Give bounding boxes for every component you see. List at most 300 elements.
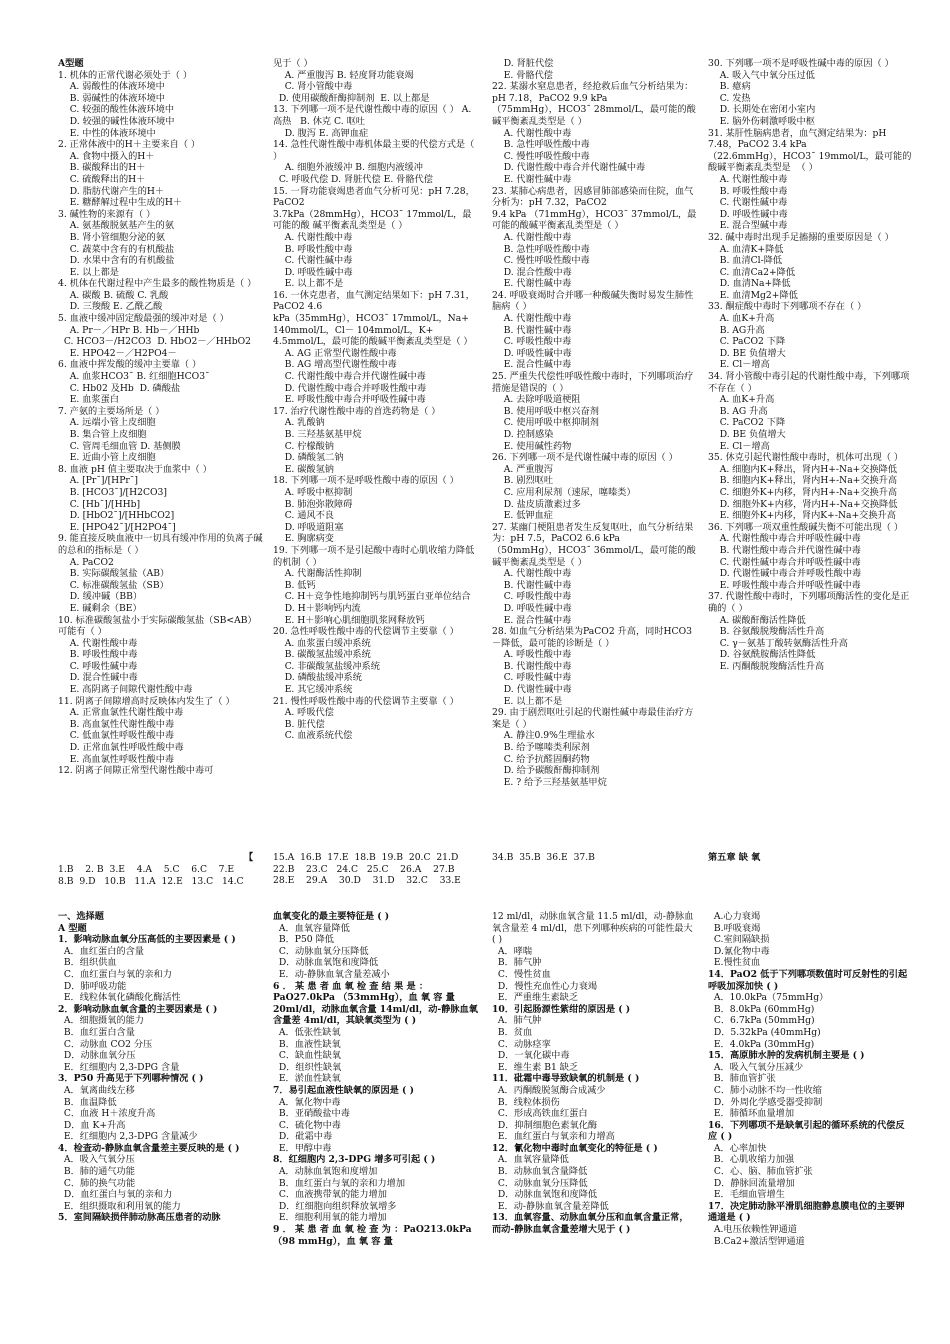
answer-option: E．血红蛋白与氧亲和力增高 xyxy=(492,1131,615,1143)
text-line: kPa（35mmHg），HCO3ˉ 17mmol/L，Na+ 140mmol/L，Cl－ 104mmol/L，K+ xyxy=(273,313,472,336)
text-line: B. 癔病 xyxy=(708,81,751,93)
text-line: 3. 碱性物的来源有（ ） xyxy=(58,208,156,220)
text-line: B. 剧烈呕吐 xyxy=(492,475,554,487)
text-line: A. 去除呼吸道梗阻 xyxy=(492,394,581,406)
answer-option: A．细胞摄氧的能力 xyxy=(58,1015,144,1027)
text-line: （22.6mmHg），HCO3ˉ 19mmol/L，最可能的酸碱平衡紊乱类型是 （ ） xyxy=(708,150,912,174)
answer-option: B．线粒体损伤 xyxy=(492,1096,560,1108)
answer-bracket: 【 xyxy=(244,852,254,863)
text-line: 2. 正常体液中的H＋主要来自（ ） xyxy=(58,139,201,151)
section1-column-1 xyxy=(58,58,263,777)
text-line: 35. 休克引起代谢性酸中毒时，机体可出现（ ） xyxy=(708,452,904,464)
answer-option: D．组织性缺氧 xyxy=(273,1061,342,1073)
text-line: 14. 急性代谢性酸中毒机体最主要的代偿方式是（ ） xyxy=(273,139,478,162)
text-line: A. 严重腹泻 xyxy=(492,463,553,475)
text-line: D. 呼吸性碱中毒 xyxy=(492,602,572,614)
section1-column-3 xyxy=(492,58,697,788)
text-line: B. 急性呼吸性酸中毒 xyxy=(492,139,590,151)
text-line: D. 控制感染 xyxy=(492,429,554,440)
answer-option: C．血液 H＋浓度升高 xyxy=(58,1108,156,1120)
question-stem: 16．下列哪项不是缺氧引起的循环系统的代偿反应 ( ) xyxy=(708,1119,905,1143)
text-line: D. 代谢性酸中毒合并呼吸性酸中毒 xyxy=(273,382,427,394)
answer-option: A．动脉血氧饱和度增加 xyxy=(273,1166,378,1178)
text-line: B. AG 升高 xyxy=(708,405,768,417)
answer-option: B．组织供血 xyxy=(58,957,117,969)
text-line: A. 血浆蛋白缓冲系统 xyxy=(273,637,371,649)
text-line: B. 使用呼吸中枢兴奋剂 xyxy=(492,405,599,417)
answer-option: B．动脉血氧含量降低 xyxy=(492,1166,588,1178)
question-stem: 7．易引起血液性缺氧的原因是 ( ) xyxy=(273,1084,414,1096)
answer-option: C．肺小动脉不均一性收缩 xyxy=(708,1084,822,1096)
answer-option: D．静脉回流量增加 xyxy=(708,1177,795,1189)
text-line: 见于（ ） xyxy=(273,58,313,69)
answer-option: A．肺气肿 xyxy=(492,1015,542,1027)
text-line: C. 呼吸性酸中毒 xyxy=(492,591,572,603)
text-line: B. AG 增高型代谢性酸中毒 xyxy=(273,359,397,371)
text-line: C. 慢性呼吸性酸中毒 xyxy=(492,255,590,267)
text-line: C. [Hbˉ]/[HHb] xyxy=(58,498,141,510)
text-line: E. 碳酸氢钠 xyxy=(273,463,334,475)
answer-option: D．5.32kPa (40mmHg) xyxy=(708,1026,821,1038)
question-stem: 一、选择题 xyxy=(58,911,104,922)
text-line: 9.4 kPa （71mmHg），HCO3ˉ 37mmol/L，最可能的酸碱平衡紊乱类型是（ ） xyxy=(492,208,697,232)
text-line: E. HPO42－／H2PO4－ xyxy=(58,347,177,359)
answer-option: C．心、脑、肺血管扩张 xyxy=(708,1166,813,1178)
question-stem: 1．影响动脉血氧分压高低的主要因素是 ( ) xyxy=(58,934,236,946)
section2-column-2 xyxy=(273,911,478,1247)
text-line: A. 代谢性酸中毒合并呼吸性碱中毒 xyxy=(708,533,861,545)
text-line: E. H＋影响心肌细胞肌浆网释放钙 xyxy=(273,614,425,626)
text-line: A. AG 正常型代谢性酸中毒 xyxy=(273,347,397,359)
text-line: C. 代谢性酸中毒合并代谢性碱中毒 xyxy=(273,371,426,383)
question-stem: 13．血氧容量、动脉血氧分压和血氧含量正常，而动-静脉血氧含量差增大见于 ( ) xyxy=(492,1212,689,1236)
answer-option: A．血氧容量降低 xyxy=(492,1154,569,1166)
text-line: D. BE 负值增大 xyxy=(708,347,786,359)
text-line: C. H＋竞争性地抑制钙与肌钙蛋白亚单位结合 xyxy=(273,591,471,603)
answer-option: A．血氧容量降低 xyxy=(273,922,350,934)
text-line: D. 混合性碱中毒 xyxy=(58,672,138,684)
answer-option: D．砒霜中毒 xyxy=(273,1131,333,1143)
answer-option: B．肺血管扩张 xyxy=(708,1073,776,1085)
text-line: C. 非碳酸氢盐缓冲系统 xyxy=(273,660,380,672)
text-line: D. 细胞外K+内移，肾内H+-Na+交换降低 xyxy=(708,498,898,510)
text-line: D. 长期处在密闭小室内 xyxy=(708,104,816,116)
text-line: 32. 碱中毒时出现手足搐搦的重要原因是（ ） xyxy=(708,231,894,243)
text-line: B. 高血氯性代谢性酸中毒 xyxy=(58,718,175,730)
text-line: A. 碳酸酐酶活性降低 xyxy=(708,614,806,626)
text-line: C. 血液系统代偿 xyxy=(273,730,353,742)
text-line: C. 硫酸释出的H＋ xyxy=(58,173,146,185)
text-line: （50mmHg），HCO3ˉ 36mmol/L，最可能的酸碱平衡紊乱类型是（ ） xyxy=(492,544,696,568)
text-line: 12. 阴离子间隙正常型代谢性酸中毒可 xyxy=(58,765,214,777)
answer-key-group-1 xyxy=(58,864,244,887)
text-line: 31. 某肝性脑病患者，血气测定结果为：pH 7.48，PaCO2 3.4 kPa xyxy=(708,127,890,151)
text-line: A型题 xyxy=(58,58,84,69)
answer-option: B.Ca2+激活型钾通道 xyxy=(708,1235,805,1247)
text-line: 28. 如血气分析结果为PaCO2 升高，同时HCO3－降低，最可能的诊断是（ ） xyxy=(492,626,692,649)
text-line: E. 血清Mg2+降低 xyxy=(708,289,798,301)
question-stem: 12．氰化物中毒时血氧变化的特征是 ( ) xyxy=(492,1142,658,1154)
answer-option: C．慢性贫血 xyxy=(492,968,551,980)
answer-option: C．6.7kPa (50mmHg) xyxy=(708,1015,815,1027)
text-line: B. 集合管上皮细胞 xyxy=(58,429,147,440)
text-line: E. [HPO42ˉ]/[H2PO4ˉ] xyxy=(58,521,176,533)
text-line: C. 蔬菜中含有的有机酸盐 xyxy=(58,243,175,255)
text-line: 6. 血液中挥发酸的缓冲主要靠（ ） xyxy=(58,359,202,371)
answer-key-group-3 xyxy=(492,852,595,864)
text-line: A. 代谢性酸中毒 xyxy=(492,313,572,325)
text-line: 20. 急性呼吸性酸中毒的代偿调节主要靠（ ） xyxy=(273,626,459,638)
text-line: A. 代谢性酸中毒 xyxy=(492,231,572,243)
answer-option: E．维生素 B1 缺乏 xyxy=(492,1061,579,1073)
text-line: E. 脑外伤刺激呼吸中枢 xyxy=(708,115,815,127)
text-line: E. 丙酮酸脱羧酶活性升高 xyxy=(708,660,825,672)
text-line: C. 较强的酸性体液环境中 xyxy=(58,104,175,116)
text-line: C. 给予抗醛固酮药物 xyxy=(492,753,590,765)
text-line: 22.B 23.C 24.C 25.C 26.A 27.B xyxy=(273,863,455,875)
text-line: 13. 下列哪一项不是代谢性酸中毒的原因（ ） A. 高热 B. 休克 C. 呕吐 xyxy=(273,104,475,127)
text-line: C. 发热 xyxy=(708,92,751,104)
text-line: E. 混合性碱中毒 xyxy=(492,359,572,371)
text-line: C. 肾小管酸中毒 xyxy=(273,81,353,93)
text-line: 7. 产氨的主要场所是（ ） xyxy=(58,405,165,417)
text-line: B. 代谢性酸中毒 xyxy=(492,660,572,672)
text-line: C. 管周毛细血管 D. 基侧膜 xyxy=(58,440,181,452)
text-line: A. 代谢性酸中毒 xyxy=(708,173,788,185)
text-line: 34.B 35.B 36.E 37.B xyxy=(492,852,595,863)
answer-option: D．动脉血氧饱和度降低 xyxy=(273,957,379,969)
text-line: A. 正常血氯性代谢性酸中毒 xyxy=(58,707,184,719)
text-line: 4. 机体在代谢过程中产生最多的酸性物质是（ ） xyxy=(58,278,257,290)
text-line: E. 糖酵解过程中生成的H＋ xyxy=(58,197,183,209)
text-line: D. H＋影响钙内流 xyxy=(273,602,361,614)
text-line: C. 代谢性碱中毒 xyxy=(273,255,353,267)
text-line: A. 呼吸中枢抑制 xyxy=(273,486,353,498)
text-line: D. 谷氨酰胺酶活性降低 xyxy=(708,649,816,661)
text-line: A. 碳酸 B. 硫酸 C. 乳酸 xyxy=(58,289,169,301)
answer-option: C．缺血性缺氧 xyxy=(273,1050,341,1062)
text-line: C. 代谢性碱中毒 xyxy=(708,197,788,209)
text-line: E. 以上都是 xyxy=(58,266,119,278)
section1-column-4 xyxy=(708,58,913,672)
text-line: E. 以上都不是 xyxy=(492,695,563,707)
text-line: B. 呼吸性酸中毒 xyxy=(273,243,353,255)
text-line: A. 乳酸钠 xyxy=(273,417,325,429)
text-line: C. γ－氨基丁酸转氨酶活性升高 xyxy=(708,637,848,649)
text-line: D. 正常血氯性呼吸性酸中毒 xyxy=(58,742,184,754)
answer-option: D．慢性充血性心力衰竭 xyxy=(492,980,598,992)
text-line: 33. 酮症酸中毒时下列哪项不存在（ ） xyxy=(708,301,867,313)
text-line: E. 使用碱性药物 xyxy=(492,440,572,452)
text-line: D. [HbO2ˉ]/[HHbCO2] xyxy=(58,510,175,522)
text-line: A. 呼吸性酸中毒 xyxy=(492,649,572,661)
text-line: A. 吸入气中氧分压过低 xyxy=(708,69,815,81)
text-line: D. 盐皮质激素过多 xyxy=(492,498,581,510)
answer-option: A．10.0kPa（75mmHg） xyxy=(708,992,829,1004)
answer-option: A.电压依赖性钾通道 xyxy=(708,1224,797,1236)
text-line: B. 低钙 xyxy=(273,579,316,591)
text-line: E. ? 给予三羟基氨基甲烷 xyxy=(492,776,607,788)
question-stem: 17．决定肺动脉平滑肌细胞静息膜电位的主要钾通道是 ( ) xyxy=(708,1200,905,1224)
text-line: C. 通风不良 xyxy=(273,510,334,522)
answer-option: B．血液性缺氧 xyxy=(273,1038,341,1050)
question-stem: 14．PaO2 低于下列哪项数值时可反射性的引起呼吸加深加快 ( ) xyxy=(708,968,908,992)
text-line: A. 弱酸性的体液环境中 xyxy=(58,81,165,93)
answer-option: B．血红蛋白含量 xyxy=(58,1026,135,1038)
text-line: D. 代谢性酸中毒合并代谢性碱中毒 xyxy=(492,162,646,174)
text-line: B. AG升高 xyxy=(708,324,765,336)
text-line: D. 肾脏代偿 xyxy=(492,58,554,69)
answer-option: D．肺呼吸功能 xyxy=(58,980,127,992)
text-line: B. 三羟基氨基甲烷 xyxy=(273,429,362,440)
text-line: A. 代谢性酸中毒 xyxy=(492,568,572,580)
text-line: C. Hb02 及Hb D. 磷酸盐 xyxy=(58,382,181,394)
text-line: B. 肾小管细胞分泌的氨 xyxy=(58,231,165,243)
text-line: E. 混合性碱中毒 xyxy=(492,614,572,626)
text-line: B. 血清Cl-降低 xyxy=(708,255,783,267)
question-stem: 3．P50 升高见于下列哪种情况 ( ) xyxy=(58,1073,204,1085)
text-line: 16. 一休克患者，血气测定结果如下：pH 7.31，PaCO2 4.6 xyxy=(273,289,475,313)
text-line: C. 呼吸性碱中毒 xyxy=(58,660,138,672)
text-line: 37. 代谢性酸中毒时，下列哪项酶活性的变化是正确的（ ） xyxy=(708,591,910,614)
text-line: A. 血清K+降低 xyxy=(708,243,784,255)
text-line: 8.B 9.D 10.B 11.A 12.E 13.C 14.C xyxy=(58,875,244,887)
text-line: A. 静注0.9%生理盐水 xyxy=(492,730,595,742)
text-line: D. 呼吸性碱中毒 xyxy=(708,208,788,220)
text-line: A. 细胞内K+释出，肾内H+-Na+交换降低 xyxy=(708,463,898,475)
text-line: E. 代谢性碱中毒 xyxy=(492,173,572,185)
answer-option: A．氧离曲线左移 xyxy=(58,1084,135,1096)
chapter-title: 第五章 缺 氧 xyxy=(708,852,761,863)
text-line: 34. 肾小管酸中毒引起的代谢性酸中毒，下列哪项不存在（ ） xyxy=(708,371,910,394)
text-line: A. 血浆HCO3ˉ B. 红细胞HCO3ˉ xyxy=(58,371,210,383)
text-line: C. 低血氯性呼吸性酸中毒 xyxy=(58,730,175,742)
answer-option: B．贫血 xyxy=(492,1026,533,1038)
text-line: 28.E 29.A 30.D 31.D 32.C 33.E xyxy=(273,875,461,887)
text-line: D. 磷酸盐缓冲系统 xyxy=(273,672,362,684)
text-line: E. Cl－增高 xyxy=(708,440,770,452)
text-line: （75mmHg），HCO3ˉ 28mmol/L，最可能的酸碱平衡紊乱类型是（ ） xyxy=(492,104,696,127)
question-stem: 2．影响动脉血氧含量的主要因素是 ( ) xyxy=(58,1003,218,1015)
text-line: 27. 某幽门梗阻患者发生反复呕吐，血气分析结果为：pH 7.5，PaCO2 6.6 kPa xyxy=(492,521,694,545)
text-line: 19. 下列哪一项不是引起酸中毒时心肌收缩力降低的机制（ ） xyxy=(273,544,475,568)
text-line: 22. 某溺水窒息患者，经抢救后血气分析结果为：pH 7.18，PaCO2 9.9 kPa xyxy=(492,81,694,104)
text-line: E. 混合型碱中毒 xyxy=(708,220,788,232)
answer-option: A．心率加快 xyxy=(708,1142,767,1154)
text-line: D. 混合性酸中毒 xyxy=(492,266,572,278)
text-line: B. 代谢性酸中毒合并代谢性碱中毒 xyxy=(708,544,861,556)
answer-option: A.心力衰竭 xyxy=(708,911,761,922)
answer-option: D.氰化物中毒 xyxy=(708,945,770,957)
text-line: A. 食物中摄入的H＋ xyxy=(58,150,155,162)
text-line: 36. 下列哪一项双重性酸碱失衡不可能出现（ ） xyxy=(708,521,904,533)
text-line: B. 呼吸性酸中毒 xyxy=(708,185,788,197)
text-line: C. 代谢性碱中毒合并呼吸性碱中毒 xyxy=(708,556,861,568)
answer-option: A．哮喘 xyxy=(492,945,533,957)
text-line: C. 应用利尿剂（速尿，噻嗪类） xyxy=(492,486,636,498)
text-line: E. Cl－增高 xyxy=(708,359,770,371)
text-line: D. 磷酸氢二钠 xyxy=(273,452,344,464)
question-stem: A 型题 xyxy=(58,922,87,934)
text-line: A. 严重腹泻 B. 轻度肾功能衰竭 xyxy=(273,69,414,81)
text-line: C. 使用呼吸中枢抑制剂 xyxy=(492,417,599,429)
question-stem: 6 ． 某 患 者 血 氧 检 查 结 果 是 ：PaO27.0kPa （53mmHg），血 氧 容 量 20ml/dl，动脉血氧含量 14ml/dl，动-静脉血氧含量差 4ml/dl，其缺氧类型为 ( ) xyxy=(273,980,478,1027)
text-line: E. 近曲小管上皮细胞 xyxy=(58,452,156,464)
text-line: A. [Prˉ]/[HPrˉ] xyxy=(58,475,138,487)
text-line: A. 细胞外液缓冲 B. 细胞内液缓冲 xyxy=(273,162,423,174)
answer-option: E．甲醇中毒 xyxy=(273,1142,332,1154)
text-line: A. 代谢性酸中毒 xyxy=(58,637,138,649)
answer-option: A．低张性缺氧 xyxy=(273,1026,341,1038)
answer-option: D．一氧化碳中毒 xyxy=(492,1050,570,1062)
answer-option: D．血红蛋白与氧的亲和力 xyxy=(58,1189,173,1201)
text-line: B. 碳酸释出的H＋ xyxy=(58,162,146,174)
text-line: C. 血清Ca2+降低 xyxy=(708,266,796,278)
answer-option: B．P50 降低 xyxy=(273,934,334,946)
text-line: 1. 机体的正常代谢必须处于（ ） xyxy=(58,69,193,81)
text-line: C. PaCO2 下降 xyxy=(708,417,786,429)
text-line: E. 代谢性碱中毒 xyxy=(492,278,572,290)
text-line: C. 标准碳酸氢盐（SB） xyxy=(58,579,169,591)
answer-option: E．红细胞内 2,3-DPG 含量 xyxy=(58,1061,180,1073)
text-line: C. 呼吸性碱中毒 xyxy=(492,672,572,684)
answer-option: D．血 K+升高 xyxy=(58,1119,126,1131)
text-line: 25. 严重失代偿性呼吸性酸中毒时，下列哪项治疗措施是错误的（ ） xyxy=(492,371,694,394)
answer-option: E．肺循环血量增加 xyxy=(708,1108,795,1120)
text-line: E. 碱剩余（BE） xyxy=(58,602,142,614)
text-line: 5. 血液中缓冲固定酸最强的缓冲对是（ ） xyxy=(58,313,229,325)
answer-option: A．吸入气氧分压 xyxy=(58,1154,135,1166)
text-line: 24. 呼吸衰竭时合并哪一种酸碱失衡时易发生肺性脑病（ ） xyxy=(492,289,694,313)
answer-option: B．血温降低 xyxy=(58,1096,117,1108)
text-line: D. 腹泻 E. 高钾血症 xyxy=(273,127,369,139)
text-line: B. 实际碳酸氢盐（AB） xyxy=(58,568,170,580)
answer-option: B．心肌收缩力加强 xyxy=(708,1154,795,1166)
answer-option: A．丙酮酸脱氢酶合成减少 xyxy=(492,1084,606,1096)
text-line: D. 代谢性碱中毒 xyxy=(492,684,572,696)
text-line: C. 呼吸代偿 D. 肾脏代偿 E. 骨骼代偿 xyxy=(273,173,433,185)
text-line: 21. 慢性呼吸性酸中毒的代偿调节主要靠（ ） xyxy=(273,695,459,707)
answer-option: E．细胞利用氧的能力增加 xyxy=(273,1212,387,1224)
text-line: 29. 由于剧烈呕吐引起的代谢性碱中毒最佳治疗方案是（ ） xyxy=(492,707,694,730)
text-line: C. 呼吸性酸中毒 xyxy=(492,336,572,348)
answer-option: B．肺气肿 xyxy=(492,957,542,969)
answer-option: E．严重维生素缺乏 xyxy=(492,992,579,1004)
question-stem: 9 ． 某 患 者 血 氧 检 查 为 ：PaO213.0kPa（98 mmHg），血 氧 容 量 xyxy=(273,1224,472,1247)
text-line: A. 呼吸代偿 xyxy=(273,707,334,719)
section1-column-2 xyxy=(273,58,478,742)
answer-option: E．动-静脉血氧含量差降低 xyxy=(492,1200,609,1212)
text-line: 15. 一肾功能衰竭患者血气分析可见：pH 7.28，PaCO2 xyxy=(273,185,475,209)
question-stem: 5．室间隔缺损伴肺动脉高压患者的动脉 xyxy=(58,1212,221,1224)
text-line: E. 骨骼代偿 xyxy=(492,69,553,81)
text-line: 1.B 2. B 3.E 4.A 5.C 6.C 7.E xyxy=(58,864,235,875)
answer-option: C．形成高铁血红蛋白 xyxy=(492,1108,588,1120)
answer-option: C．动脉痉挛 xyxy=(492,1038,551,1050)
question-stem: 8．红细胞内 2,3-DPG 增多可引起 ( ) xyxy=(273,1154,436,1166)
text-line: B. [HCO3ˉ]/[H2CO3] xyxy=(58,486,167,498)
answer-option: C．肺的换气功能 xyxy=(58,1177,136,1189)
answer-option: E．红细胞内 2,3-DPG 含量减少 xyxy=(58,1131,198,1143)
section2-column-3 xyxy=(492,911,697,1236)
answer-option: B.呼吸衰竭 xyxy=(708,922,761,934)
answer-option: E．动-静脉血氧含量差减小 xyxy=(273,968,390,980)
answer-option: C．动脉血 CO2 分压 xyxy=(58,1038,153,1050)
answer-option: D．抑制细胞色素氧化酶 xyxy=(492,1119,598,1131)
question-stem: 4．检查动-静脉血氧含量差主要反映的是 ( ) xyxy=(58,1142,240,1154)
text-line: E. 血浆蛋白 xyxy=(58,394,119,406)
answer-option: C．血红蛋白与氧的亲和力 xyxy=(58,968,172,980)
text-line: 15.A 16.B 17.E 18.B 19.B 20.C 21.D xyxy=(273,852,459,863)
text-line: E. 高血氯性呼吸性酸中毒 xyxy=(58,753,175,765)
text-line: C. PaCO2 下降 xyxy=(708,336,786,348)
text-line: 18. 下列哪一项不是呼吸性酸中毒的原因（ ） xyxy=(273,475,459,487)
text-line: E. 细胞外K+内移，肾内K+-Na+交换升高 xyxy=(708,510,896,522)
text-line: 10. 标准碳酸氢盐小于实际碳酸氢盐（SB<AB）可能有（ ） xyxy=(58,614,257,638)
text-line: D. 水果中含有的有机酸盐 xyxy=(58,255,175,267)
text-line: B. 碳酸氢盐缓冲系统 xyxy=(273,649,371,661)
text-line: D. 使用碳酸酐酶抑制剂 E. 以上都是 xyxy=(273,92,430,104)
section2-column-4 xyxy=(708,911,913,1247)
text-line: A. 血K+升高 xyxy=(708,394,775,406)
text-line: B. 肺泡弥散障碍 xyxy=(273,498,353,510)
text-line: D. 呼吸性碱中毒 xyxy=(273,266,353,278)
text-line: E. 胸廓病变 xyxy=(273,533,334,545)
answer-option: B．肺的通气功能 xyxy=(58,1166,135,1178)
text-line: E. 中性的体液环境中 xyxy=(58,127,156,139)
answer-option: 12 ml/dl，动脉血氧含量 11.5 ml/dl，动-静脉血氧含量差 4 ml/dl，患下列哪种疾病的可能性最大 ( ) xyxy=(492,911,696,946)
text-line: B. 给予噻嗪类利尿剂 xyxy=(492,742,590,754)
answer-option: C．硫化物中毒 xyxy=(273,1119,341,1131)
text-line: 11. 阴离子间隙增高时反映体内发生了（ ） xyxy=(58,695,235,707)
answer-option: C．血液携带氧的能力增加 xyxy=(273,1189,387,1201)
text-line: E. 其它缓冲系统 xyxy=(273,684,353,696)
text-line: A. 血K+升高 xyxy=(708,313,775,325)
text-line: 30. 下列哪一项不是呼吸性碱中毒的原因（ ） xyxy=(708,58,894,69)
text-line: 4.5mmol/L，最可能的酸碱平衡紊乱类型是（ ） xyxy=(273,336,473,348)
answer-option: E．淤血性缺氧 xyxy=(273,1073,341,1085)
text-line: 23. 某肺心病患者，因感冒肺部感染而住院，血气分析为：pH 7.32，PaCO2 xyxy=(492,185,694,209)
text-line: 26. 下列哪一项不是代谢性碱中毒的原因（ ） xyxy=(492,452,678,464)
text-line: E. 高阴离子间隙代谢性酸中毒 xyxy=(58,684,193,696)
text-line: B. 谷氨酸脱羧酶活性升高 xyxy=(708,626,825,638)
text-line: D. 给予碳酸酐酶抑制剂 xyxy=(492,765,600,777)
answer-option: C.室间隔缺损 xyxy=(708,934,770,946)
answer-option: B．血红蛋白与氧的亲和力增加 xyxy=(273,1177,406,1189)
answer-option: A．吸入气氧分压减少 xyxy=(708,1061,804,1073)
text-line: A. 远端小管上皮细胞 xyxy=(58,417,156,429)
text-line: E. 呼吸性酸中毒合并呼吸性碱中毒 xyxy=(708,579,861,591)
text-line: B. 代谢性碱中毒 xyxy=(492,579,572,591)
answer-option: B．8.0kPa (60mmHg) xyxy=(708,1003,815,1015)
question-stem: 15．高原肺水肿的发病机制主要是 ( ) xyxy=(708,1050,865,1062)
text-line: D. 三羧酸 E. 乙酰乙酸 xyxy=(58,301,163,313)
text-line: D. 呼吸道阻塞 xyxy=(273,521,344,533)
text-line: A. Pr－／HPr B. Hb－／HHb xyxy=(58,324,200,336)
answer-option: E．组织摄取和利用氧的能力 xyxy=(58,1200,181,1212)
answer-key-group-2 xyxy=(273,852,461,887)
text-line: D. 呼吸性碱中毒 xyxy=(492,347,572,359)
text-line: D. 代谢性碱中毒合并呼吸性酸中毒 xyxy=(708,568,862,580)
text-line: 9. 能直接反映血液中一切具有缓冲作用的负离子碱的总和的指标是（ ） xyxy=(58,533,263,556)
text-line: A. 代谢酶活性抑制 xyxy=(273,568,362,580)
answer-option: B．亚硝酸盐中毒 xyxy=(273,1108,350,1120)
answer-option: C．动脉血氧分压降低 xyxy=(273,945,369,957)
text-line: E. 低钾血症 xyxy=(492,510,553,522)
text-line: E. 以上都不是 xyxy=(273,278,344,290)
text-line: B. 细胞内K+释出，肾内H+-Na+交换升高 xyxy=(708,475,898,487)
text-line: A. 代谢性酸中毒 xyxy=(273,231,353,243)
